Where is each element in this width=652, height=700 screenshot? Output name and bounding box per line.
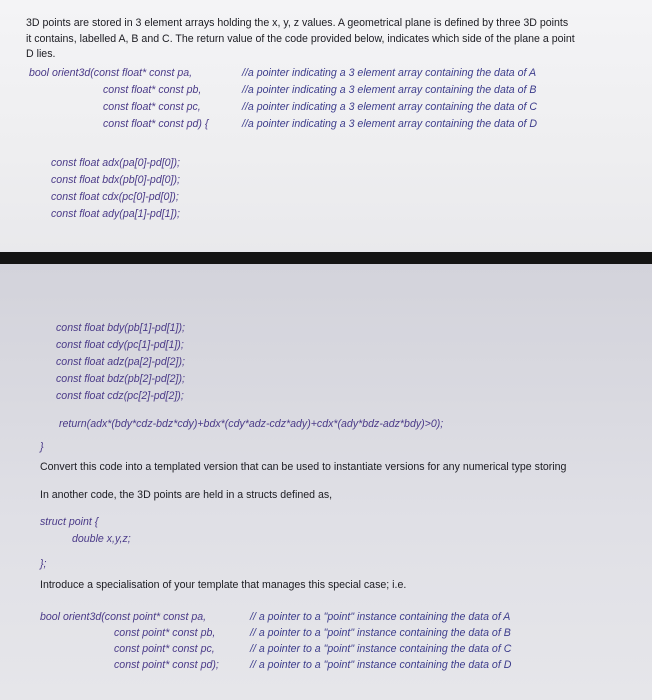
intro-line: D lies. [26, 48, 56, 60]
code-comment: // a pointer to a "point" instance containing the data of B [250, 627, 511, 639]
code-line: const float cdz(pc[2]-pd[2]); [56, 390, 184, 402]
code-signature-comments [242, 65, 537, 133]
code-line: }; [40, 558, 47, 570]
spec-signature [40, 609, 219, 673]
code-line: const float bdz(pb[2]-pd[2]); [56, 373, 185, 385]
code-comment: //a pointer indicating a 3 element array containing the data of A [242, 67, 537, 79]
code-close-brace: } [40, 441, 44, 453]
code-comment: // a pointer to a "point" instance containing the data of D [250, 659, 512, 671]
code-line: bool orient3d(const float* const pa, [29, 67, 193, 79]
code-line: bool orient3d(const point* const pa, [40, 611, 207, 623]
code-body-top [51, 155, 180, 223]
question-struct: In another code, the 3D points are held in a structs defined as, [40, 489, 333, 501]
code-line: const float* const pc, [103, 101, 201, 113]
code-comment: // a pointer to a "point" instance containing the data of A [250, 611, 511, 623]
code-line: const float adx(pa[0]-pd[0]); [51, 157, 180, 169]
code-line: const float* const pd) { [103, 118, 209, 130]
code-body-bottom [56, 320, 185, 405]
code-line: const point* const pc, [114, 643, 215, 655]
intro-line: it contains, labelled A, B and C. The return value of the code provided below, indicates which side of the plane a point [26, 32, 575, 45]
bottom-panel [0, 264, 652, 700]
top-panel [0, 0, 652, 252]
code-line: const float adz(pa[2]-pd[2]); [56, 356, 185, 368]
intro-line: 3D points are stored in 3 element arrays holding the x, y, z values. A geometrical plane is defined by three 3D points [26, 17, 569, 29]
code-line: const float* const pb, [103, 84, 202, 96]
intro-paragraph [26, 16, 575, 63]
photo-divider [0, 252, 652, 264]
code-comment: //a pointer indicating a 3 element array containing the data of C [242, 101, 538, 113]
code-line: const float ady(pa[1]-pd[1]); [51, 208, 180, 220]
code-line: const float cdy(pc[1]-pd[1]); [56, 339, 184, 351]
question-specialisation: Introduce a specialisation of your template that manages this special case; i.e. [40, 579, 407, 591]
code-comment: //a pointer indicating a 3 element array containing the data of B [242, 84, 537, 96]
spec-comments [250, 609, 511, 673]
code-comment: // a pointer to a "point" instance containing the data of C [250, 643, 512, 655]
code-line: double x,y,z; [72, 533, 131, 545]
code-return: return(adx*(bdy*cdz-bdz*cdy)+bdx*(cdy*adz-cdz*ady)+cdx*(ady*bdz-adz*bdy)>0); [59, 418, 444, 430]
code-line: const float bdx(pb[0]-pd[0]); [51, 174, 180, 186]
question-convert: Convert this code into a templated version that can be used to instantiate versions for any numerical type storing [40, 461, 567, 473]
code-line: struct point { [40, 516, 99, 528]
code-line: const float bdy(pb[1]-pd[1]); [56, 322, 185, 334]
code-line: const float cdx(pc[0]-pd[0]); [51, 191, 179, 203]
code-signature [29, 65, 208, 133]
struct-code [40, 514, 131, 573]
code-line: const point* const pd); [114, 659, 219, 671]
code-comment: //a pointer indicating a 3 element array containing the data of D [242, 118, 538, 130]
code-line: const point* const pb, [114, 627, 216, 639]
